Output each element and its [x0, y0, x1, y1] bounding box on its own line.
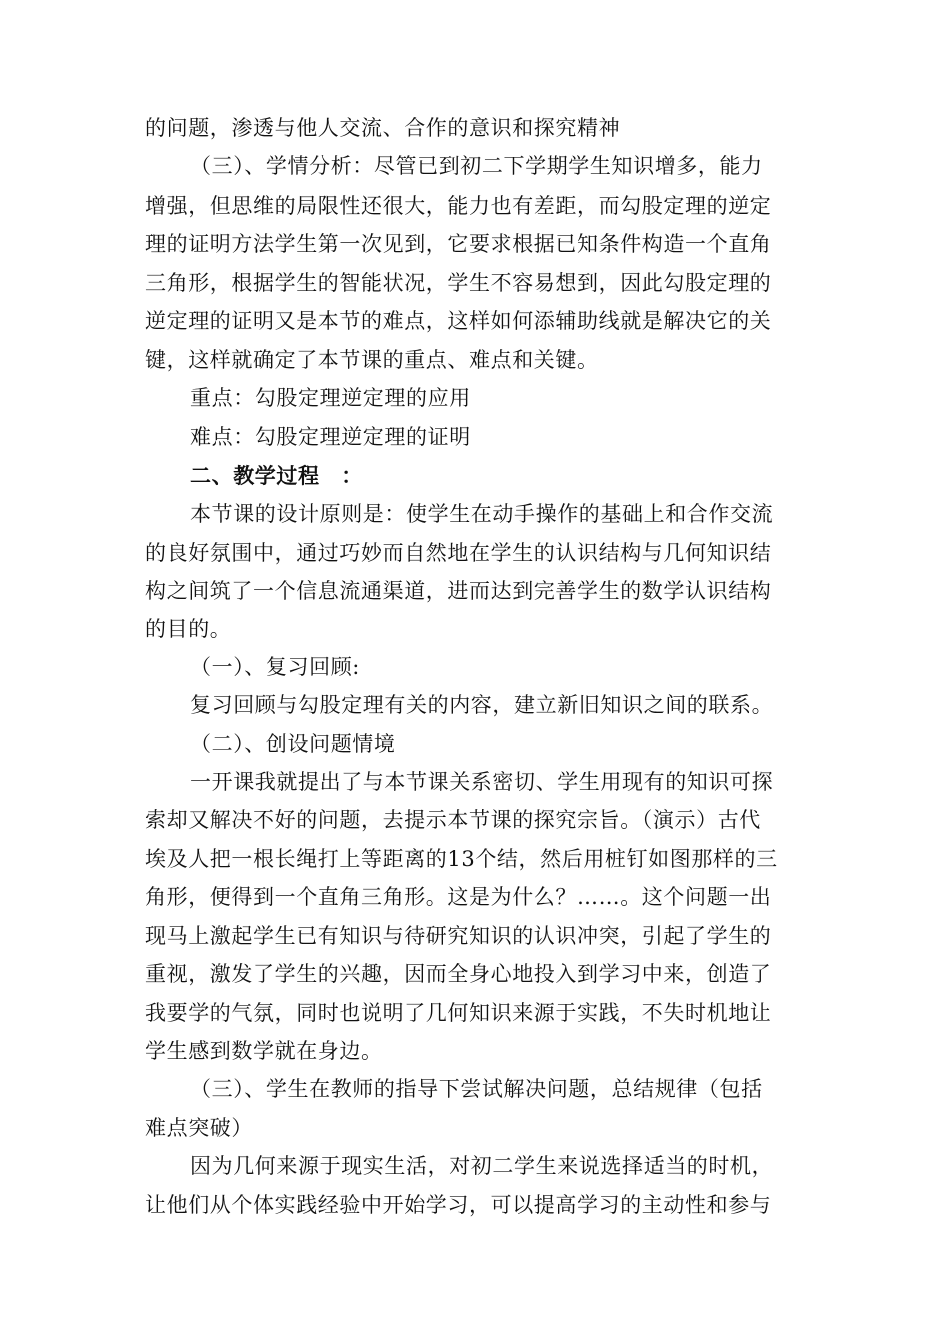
text-line: （二）、创设问题情境 [190, 732, 396, 756]
text-line: 的问题，渗透与他人交流、合作的意识和探究精神 [145, 116, 621, 140]
text-line: 因为几何来源于现实生活，对初二学生来说选择适当的时机， [190, 1154, 774, 1178]
text-line: 重点：勾股定理逆定理的应用 [190, 386, 471, 410]
text-line: 逆定理的证明又是本节的难点，这样如何添辅助线就是解决它的关 [145, 309, 772, 333]
text-line: 理的证明方法学生第一次见到，它要求根据已知条件构造一个直角 [145, 232, 772, 256]
text-line: 难点突破） [145, 1116, 253, 1140]
text-line: 一开课我就提出了与本节课关系密切、学生用现有的知识可探 [190, 770, 774, 794]
text-line: 复习回顾与勾股定理有关的内容，建立新旧知识之间的联系。 [190, 693, 774, 717]
text-line: （三）、学生在教师的指导下尝试解决问题，总结规律（包括 [190, 1077, 763, 1101]
text-line: 学生感到数学就在身边。 [145, 1039, 383, 1063]
text-line: 三角形，根据学生的智能状况，学生不容易想到，因此勾股定理的 [145, 271, 772, 295]
text-line: 我要学的气氛，同时也说明了几何知识来源于实践，不失时机地让 [145, 1001, 772, 1025]
text-line: 索却又解决不好的问题，去提示本节课的探究宗旨。（演示）古代 [145, 808, 761, 832]
text-line: 增强，但思维的局限性还很大，能力也有差距，而勾股定理的逆定 [145, 194, 772, 218]
text-line: （三）、学情分析：尽管已到初二下学期学生知识增多，能力 [190, 154, 763, 178]
text-line: 重视，激发了学生的兴趣，因而全身心地投入到学习中来，创造了 [145, 962, 772, 986]
section-heading: 二、教学过程 ： [190, 463, 363, 488]
text-line: 角形，便得到一个直角三角形。这是为什么？……。这个问题一出 [145, 885, 772, 909]
text-line: 让他们从个体实践经验中开始学习，可以提高学习的主动性和参与 [145, 1193, 772, 1217]
text-line: （一）、复习回顾: [190, 655, 360, 679]
text-line: 现马上激起学生已有知识与待研究知识的认识冲突，引起了学生的 [145, 924, 772, 948]
text-line: 键，这样就确定了本节课的重点、难点和关键。 [145, 348, 599, 372]
text-line: 难点：勾股定理逆定理的证明 [190, 425, 471, 449]
text-line: 构之间筑了一个信息流通渠道，进而达到完善学生的数学认识结构 [145, 579, 772, 603]
text-line: 本节课的设计原则是：使学生在动手操作的基础上和合作交流 [190, 502, 774, 526]
text-line: 的良好氛围中，通过巧妙而自然地在学生的认识结构与几何知识结 [145, 541, 772, 565]
text-line: 的目的。 [145, 617, 232, 641]
text-line: 埃及人把一根长绳打上等距离的13个结，然后用桩钉如图那样的三 [145, 847, 778, 871]
